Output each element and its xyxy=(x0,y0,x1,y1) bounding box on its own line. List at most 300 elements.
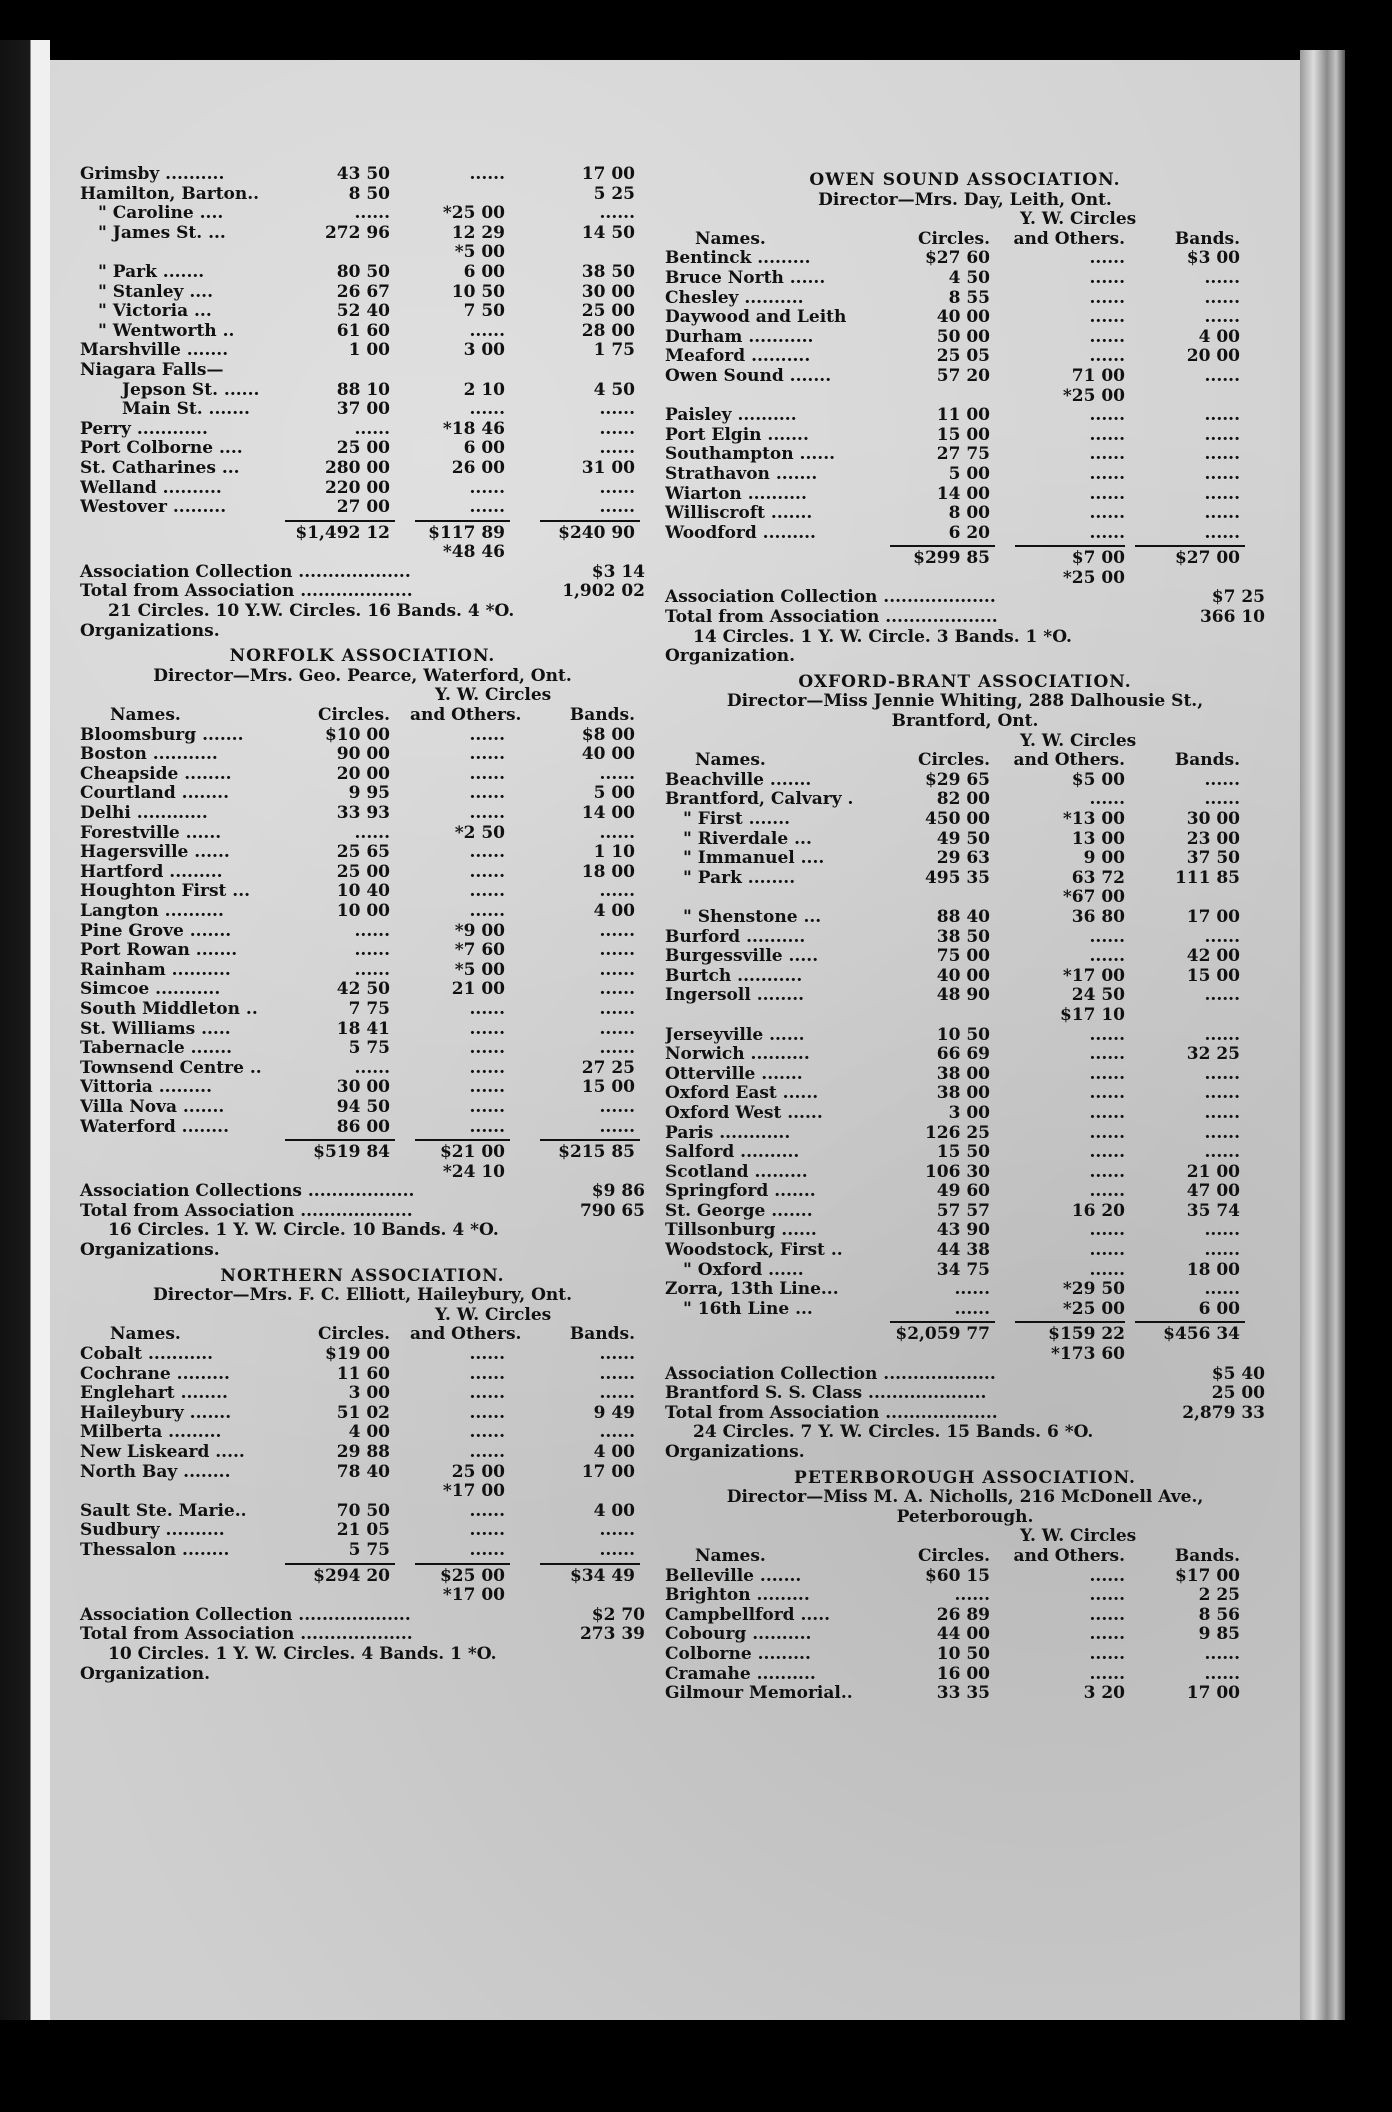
circles-value: 5 75 xyxy=(348,1539,390,1560)
table-row xyxy=(665,1625,1265,1645)
row-name: Jerseyville ...... xyxy=(665,1025,805,1045)
bands-value: 28 00 xyxy=(581,320,635,341)
rule-line xyxy=(415,1139,510,1141)
row-name: Owen Sound ....... xyxy=(665,366,832,386)
yw-circles-value: *2 50 xyxy=(454,822,505,843)
circles-value: 11 00 xyxy=(936,405,990,426)
yw-circles-value: ...... xyxy=(469,1500,505,1521)
bands-value: $8 00 xyxy=(581,724,635,745)
bands-value: 17 00 xyxy=(1186,1683,1240,1704)
totals-row-extra xyxy=(665,1345,1265,1365)
row-name: " Immanuel .... xyxy=(683,849,825,869)
rule-line xyxy=(285,1139,395,1141)
yw-circles-value: ...... xyxy=(469,724,505,745)
row-name: Villa Nova ....... xyxy=(80,1097,225,1117)
table-row xyxy=(80,1059,645,1079)
table-row xyxy=(80,361,645,381)
bands-value: 4 00 xyxy=(593,900,635,921)
bands-value: ...... xyxy=(599,497,635,518)
table-row xyxy=(665,1300,1265,1320)
total-bands: $456 34 xyxy=(1163,1324,1240,1345)
row-name: Burtch ........... xyxy=(665,966,803,986)
row-name: Townsend Centre .. xyxy=(80,1058,262,1078)
bands-value: 27 25 xyxy=(581,1057,635,1078)
circles-value: 26 89 xyxy=(936,1604,990,1625)
bands-value: 5 25 xyxy=(593,183,635,204)
yw-circles-value: ...... xyxy=(1089,1044,1125,1065)
circles-value: 88 40 xyxy=(936,906,990,927)
circles-value: 8 00 xyxy=(948,503,990,524)
yw-header: Y. W. Circles xyxy=(1020,209,1137,230)
header-names: Names. xyxy=(695,751,766,771)
circles-value: 33 35 xyxy=(936,1683,990,1704)
circles-value: 10 50 xyxy=(936,1643,990,1664)
table-row xyxy=(665,1586,1265,1606)
bands-value: 18 00 xyxy=(1186,1259,1240,1280)
row-name: Oxford East ...... xyxy=(665,1084,819,1104)
header-names: Names. xyxy=(695,1546,766,1566)
director-line: Director—Mrs. Day, Leith, Ont. xyxy=(818,189,1112,210)
circles-value: 82 00 xyxy=(936,789,990,810)
table-row xyxy=(665,830,1265,850)
table-row xyxy=(80,1020,645,1040)
yw-circles-value: ...... xyxy=(469,763,505,784)
yw-circles-value: ...... xyxy=(1089,463,1125,484)
circles-value: 29 63 xyxy=(936,848,990,869)
summary-line: Organization. xyxy=(665,646,796,667)
circles-value: 1 00 xyxy=(348,340,390,361)
rule-line xyxy=(540,1139,640,1141)
table-row xyxy=(80,400,645,420)
bands-value: 35 74 xyxy=(1186,1200,1240,1221)
bands-value: 38 50 xyxy=(581,261,635,282)
row-name: " 16th Line ... xyxy=(683,1299,813,1319)
row-name: " Park ........ xyxy=(683,868,796,888)
table-row xyxy=(80,185,645,205)
section-heading: NORTHERN ASSOCIATION. xyxy=(220,1265,505,1286)
circles-value: ...... xyxy=(354,920,390,941)
right-column xyxy=(665,165,1265,1704)
row-name: Scotland ......... xyxy=(665,1162,808,1182)
header-bands: Bands. xyxy=(1174,750,1240,771)
row-name: Oxford West ...... xyxy=(665,1103,823,1123)
circles-value: 15 50 xyxy=(936,1142,990,1163)
note-label: Total from Association ................... xyxy=(80,1624,413,1645)
note-label: Total from Association ................... xyxy=(665,607,998,628)
circles-value: 25 05 xyxy=(936,346,990,367)
table-row xyxy=(665,289,1265,309)
total-yw-others: *24 10 xyxy=(442,1161,505,1182)
bands-value: ...... xyxy=(599,399,635,420)
yw-circles-value: 12 29 xyxy=(451,222,505,243)
row-name: Zorra, 13th Line... xyxy=(665,1280,839,1300)
director-line-2: Brantford, Ont. xyxy=(891,711,1039,732)
row-name: Niagara Falls— xyxy=(80,360,224,380)
circles-value: 7 75 xyxy=(348,998,390,1019)
row-name: Tabernacle ....... xyxy=(80,1039,233,1059)
table-row xyxy=(665,1026,1265,1046)
table-row xyxy=(665,1684,1265,1704)
row-name: Tillsonburg ...... xyxy=(665,1221,817,1241)
director-line: Director—Mrs. Geo. Pearce, Waterford, Ont. xyxy=(153,665,572,686)
circles-value: 80 50 xyxy=(336,261,390,282)
circles-value: 37 00 xyxy=(336,399,390,420)
summary-line: Organization. xyxy=(80,1663,211,1684)
bands-value: 2 25 xyxy=(1198,1585,1240,1606)
header-others: and Others. xyxy=(1013,1545,1125,1566)
row-name: North Bay ........ xyxy=(80,1462,231,1482)
row-name: Courtland ........ xyxy=(80,784,230,804)
summary-line: 10 Circles. 1 Y. W. Circles. 4 Bands. 1 *O. xyxy=(108,1643,497,1664)
bands-value: 23 00 xyxy=(1186,828,1240,849)
row-name: Meaford .......... xyxy=(665,347,811,367)
bands-value: 1 10 xyxy=(593,842,635,863)
bands-value: 47 00 xyxy=(1186,1181,1240,1202)
header-circles: Circles. xyxy=(917,1545,990,1566)
table-row xyxy=(80,1365,645,1385)
bands-value: ...... xyxy=(599,418,635,439)
totals-row xyxy=(80,1567,645,1587)
bands-value: ...... xyxy=(1204,444,1240,465)
row-name: Forestville ...... xyxy=(80,823,222,843)
totals-row xyxy=(80,524,645,544)
table-row xyxy=(80,1000,645,1020)
bands-value: ...... xyxy=(1204,1279,1240,1300)
table-row xyxy=(80,1404,645,1424)
table-row xyxy=(665,406,1265,426)
circles-value: 40 00 xyxy=(936,307,990,328)
circles-value: 21 05 xyxy=(336,1520,390,1541)
total-yw-others: *173 60 xyxy=(1051,1344,1125,1365)
table-row xyxy=(80,420,645,440)
rule-line xyxy=(890,545,995,547)
bands-value: ...... xyxy=(1204,307,1240,328)
yw-circles-value: ...... xyxy=(1089,946,1125,967)
table-row xyxy=(80,498,645,518)
row-name: Gilmour Memorial.. xyxy=(665,1684,853,1704)
bands-value: 4 00 xyxy=(593,1500,635,1521)
yw-circles-value: ...... xyxy=(469,1520,505,1541)
circles-value: $19 00 xyxy=(324,1344,390,1365)
yw-circles-value: ...... xyxy=(1089,1624,1125,1645)
column-headers xyxy=(665,230,1265,250)
bands-value: 15 00 xyxy=(1186,965,1240,986)
header-others: and Others. xyxy=(1013,750,1125,771)
circles-value: 43 50 xyxy=(336,164,390,184)
total-yw-others: *25 00 xyxy=(1062,567,1125,588)
yw-circles-value: ...... xyxy=(1089,1585,1125,1606)
circles-value: 94 50 xyxy=(336,1096,390,1117)
total-circles: $1,492 12 xyxy=(295,522,390,543)
row-name: Cramahe .......... xyxy=(665,1664,816,1684)
yw-circles-value: *5 00 xyxy=(454,959,505,980)
circles-value: ...... xyxy=(354,1057,390,1078)
bands-value: ...... xyxy=(599,1383,635,1404)
bands-value: ...... xyxy=(1204,267,1240,288)
association-note xyxy=(665,588,1265,608)
yw-circles-value: ...... xyxy=(469,1402,505,1423)
bands-value: ...... xyxy=(599,1018,635,1039)
table-row xyxy=(80,1423,645,1443)
circles-value: 44 00 xyxy=(936,1624,990,1645)
circles-value: 61 60 xyxy=(336,320,390,341)
table-row xyxy=(665,426,1265,446)
bands-value: ...... xyxy=(1204,1240,1240,1261)
bands-value: ...... xyxy=(1204,522,1240,543)
yw-circles-value: ...... xyxy=(469,783,505,804)
yw-circles-value: *7 60 xyxy=(454,940,505,961)
yw-circles-value: ...... xyxy=(1089,424,1125,445)
circles-value: 29 88 xyxy=(336,1442,390,1462)
table-row xyxy=(665,387,1265,407)
note-amount: $2 70 xyxy=(591,1604,645,1625)
yw-circles-value: ...... xyxy=(1089,1565,1125,1586)
row-name: Rainham .......... xyxy=(80,960,231,980)
summary-line: Organizations. xyxy=(80,1240,220,1261)
bands-value: 30 00 xyxy=(581,281,635,302)
circles-value: ...... xyxy=(354,822,390,843)
yw-circles-value: ...... xyxy=(469,1018,505,1039)
bands-value: ...... xyxy=(1204,287,1240,308)
circles-value: 9 95 xyxy=(348,783,390,804)
circles-value: 50 00 xyxy=(936,326,990,347)
table-row xyxy=(80,1521,645,1541)
circles-value: 10 00 xyxy=(336,900,390,921)
rule-line xyxy=(285,1563,395,1565)
row-name: South Middleton .. xyxy=(80,999,258,1019)
rule-line xyxy=(1015,545,1125,547)
row-name: Port Colborne .... xyxy=(80,439,243,459)
bands-value: 31 00 xyxy=(581,457,635,478)
row-name: " Victoria ... xyxy=(98,302,212,322)
yw-circles-value: ...... xyxy=(1089,444,1125,465)
yw-circles-value: *18 46 xyxy=(442,418,505,439)
row-name xyxy=(80,1482,290,1502)
rule-line xyxy=(285,520,395,522)
row-name: Williscroft ....... xyxy=(665,504,813,524)
totals-spacer xyxy=(80,1567,290,1587)
table-row xyxy=(665,1221,1265,1241)
circles-value: ...... xyxy=(354,940,390,961)
yw-circles-value: ...... xyxy=(1089,1161,1125,1182)
table-row xyxy=(665,771,1265,791)
note-label: Total from Association ................... xyxy=(80,1200,413,1221)
circles-value: 57 57 xyxy=(936,1200,990,1221)
table-row xyxy=(665,947,1265,967)
rule-line xyxy=(540,520,640,522)
table-row xyxy=(665,1045,1265,1065)
table-row xyxy=(80,941,645,961)
totals-row-extra xyxy=(80,1163,645,1183)
row-name: Haileybury ....... xyxy=(80,1403,232,1423)
yw-circles-value: ...... xyxy=(469,1422,505,1443)
association-note xyxy=(80,582,645,602)
yw-circles-value: ...... xyxy=(469,1096,505,1117)
rule-line xyxy=(1135,545,1245,547)
bands-value: 25 00 xyxy=(581,301,635,322)
note-amount: 366 10 xyxy=(1199,607,1265,628)
bands-value: 21 00 xyxy=(1186,1161,1240,1182)
yw-circles-value: ...... xyxy=(469,1383,505,1404)
circles-value: 15 00 xyxy=(936,424,990,445)
yw-circles-value: ...... xyxy=(469,164,505,184)
table-row xyxy=(665,908,1265,928)
circles-value: ...... xyxy=(354,959,390,980)
yw-circles-value: ...... xyxy=(1089,1240,1125,1261)
row-name xyxy=(80,243,290,263)
totals-spacer xyxy=(80,543,290,563)
yw-circles-value: ...... xyxy=(1089,1643,1125,1664)
row-name: Durham ........... xyxy=(665,327,814,347)
circles-value: 25 00 xyxy=(336,861,390,882)
yw-circles-value: ...... xyxy=(469,1442,505,1462)
table-row xyxy=(80,381,645,401)
yw-circles-value: *25 00 xyxy=(442,203,505,224)
yw-circles-value: ...... xyxy=(1089,1063,1125,1084)
yw-circles-value: ...... xyxy=(1089,483,1125,504)
table-row xyxy=(80,784,645,804)
totals-row xyxy=(665,549,1265,569)
association-note xyxy=(80,563,645,583)
yw-circles-value: 63 72 xyxy=(1071,867,1125,888)
yw-circles-value: 9 00 xyxy=(1083,848,1125,869)
row-name: Marshville ....... xyxy=(80,341,229,361)
bands-value: ...... xyxy=(599,1116,635,1137)
row-name: " First ....... xyxy=(683,810,791,829)
table-row xyxy=(80,302,645,322)
bands-value: ...... xyxy=(1204,1024,1240,1045)
yw-circles-value: ...... xyxy=(1089,346,1125,367)
summary-line: Organizations. xyxy=(80,620,220,641)
note-label: Association Collection ................... xyxy=(80,561,411,582)
table-row xyxy=(80,961,645,981)
header-bands: Bands. xyxy=(1174,228,1240,249)
table-row xyxy=(80,263,645,283)
yw-circles-value: ...... xyxy=(469,1363,505,1384)
circles-value: 42 50 xyxy=(336,979,390,1000)
bands-value: 5 00 xyxy=(593,783,635,804)
row-name: " Wentworth .. xyxy=(98,321,235,341)
column-headers xyxy=(665,1547,1265,1567)
summary-line: 21 Circles. 10 Y.W. Circles. 16 Bands. 4 *O. xyxy=(108,601,515,622)
yw-circles-value: 71 00 xyxy=(1071,365,1125,386)
circles-value: 51 02 xyxy=(336,1402,390,1423)
table-row xyxy=(80,224,645,244)
yw-circles-value: 2 10 xyxy=(463,379,505,400)
table-row xyxy=(665,328,1265,348)
table-row xyxy=(665,928,1265,948)
bands-value: 111 85 xyxy=(1174,867,1240,888)
row-name: " Riverdale ... xyxy=(683,829,812,849)
row-name: Woodford ......... xyxy=(665,523,816,543)
yw-circles-value: ...... xyxy=(469,842,505,863)
row-name: Houghton First ... xyxy=(80,882,251,902)
circles-value: 27 75 xyxy=(936,444,990,465)
table-row xyxy=(80,1078,645,1098)
section-heading: NORFOLK ASSOCIATION. xyxy=(229,646,496,667)
table-row xyxy=(665,1065,1265,1085)
yw-circles-value: ...... xyxy=(1089,405,1125,426)
note-amount: 273 39 xyxy=(579,1624,645,1645)
circles-value: 49 50 xyxy=(936,828,990,849)
yw-circles-value: ...... xyxy=(469,1057,505,1078)
header-bands: Bands. xyxy=(569,1324,635,1345)
totals-spacer xyxy=(80,1586,290,1606)
yw-circles-value: ...... xyxy=(1089,926,1125,947)
row-name: Cheapside ........ xyxy=(80,764,232,784)
bands-value: 18 00 xyxy=(581,861,635,882)
circles-value: $27 60 xyxy=(924,248,990,269)
bands-value: ...... xyxy=(1204,1220,1240,1241)
circles-value: ...... xyxy=(354,203,390,224)
bands-value: ...... xyxy=(599,959,635,980)
row-name: Waterford ........ xyxy=(80,1117,230,1137)
row-name: Colborne ......... xyxy=(665,1644,811,1664)
circles-value: 4 50 xyxy=(948,267,990,288)
row-name: Paris ............ xyxy=(665,1123,791,1143)
yw-circles-value: ...... xyxy=(469,1077,505,1098)
totals-row xyxy=(80,1143,645,1163)
row-name: " Stanley .... xyxy=(98,282,214,302)
circles-value: 30 00 xyxy=(336,1077,390,1098)
circles-value: 11 60 xyxy=(336,1363,390,1384)
bands-value: ...... xyxy=(1204,424,1240,445)
circles-value: ...... xyxy=(954,1298,990,1319)
table-row xyxy=(80,863,645,883)
row-name: Langton .......... xyxy=(80,901,224,921)
row-name: " Park ....... xyxy=(98,262,205,282)
bands-value: ...... xyxy=(599,881,635,902)
rule-line xyxy=(540,1563,640,1565)
rule-line xyxy=(1015,1321,1125,1323)
yw-circles-value: 13 00 xyxy=(1071,828,1125,849)
table-row xyxy=(665,1665,1265,1685)
total-yw-others: *17 00 xyxy=(442,1585,505,1606)
note-label: Brantford S. S. Class .................... xyxy=(665,1383,987,1404)
row-name xyxy=(665,387,890,407)
table-row xyxy=(80,1039,645,1059)
yw-circles-value: 6 00 xyxy=(463,438,505,459)
circles-value: 280 00 xyxy=(324,457,390,478)
total-circles: $294 20 xyxy=(313,1565,390,1586)
table-row xyxy=(80,1118,645,1138)
row-name: Burford .......... xyxy=(665,927,806,947)
row-name: Paisley .......... xyxy=(665,406,797,426)
yw-circles-value: ...... xyxy=(469,900,505,921)
total-yw: $7 00 xyxy=(1071,548,1125,569)
circles-value: 52 40 xyxy=(336,301,390,322)
table-row xyxy=(665,1202,1265,1222)
row-name: Bruce North ...... xyxy=(665,268,826,288)
row-name: Main St. ....... xyxy=(122,400,250,420)
table-row xyxy=(665,790,1265,810)
table-row xyxy=(80,824,645,844)
yw-circles-value: $5 00 xyxy=(1071,769,1125,790)
column-headers xyxy=(80,706,645,726)
summary-line: 14 Circles. 1 Y. W. Circle. 3 Bands. 1 *O. xyxy=(693,626,1072,647)
row-name: New Liskeard ..... xyxy=(80,1443,245,1462)
yw-circles-value: 36 80 xyxy=(1071,906,1125,927)
circles-value: 34 75 xyxy=(936,1259,990,1280)
table-row xyxy=(80,341,645,361)
yw-circles-value: *17 00 xyxy=(442,1481,505,1502)
header-bands: Bands. xyxy=(1174,1545,1240,1566)
row-name: Burgessville ..... xyxy=(665,947,819,967)
bands-value: ...... xyxy=(599,1520,635,1541)
yw-circles-value: ...... xyxy=(1089,1663,1125,1684)
header-circles: Circles. xyxy=(917,750,990,771)
yw-circles-value: 26 00 xyxy=(451,457,505,478)
